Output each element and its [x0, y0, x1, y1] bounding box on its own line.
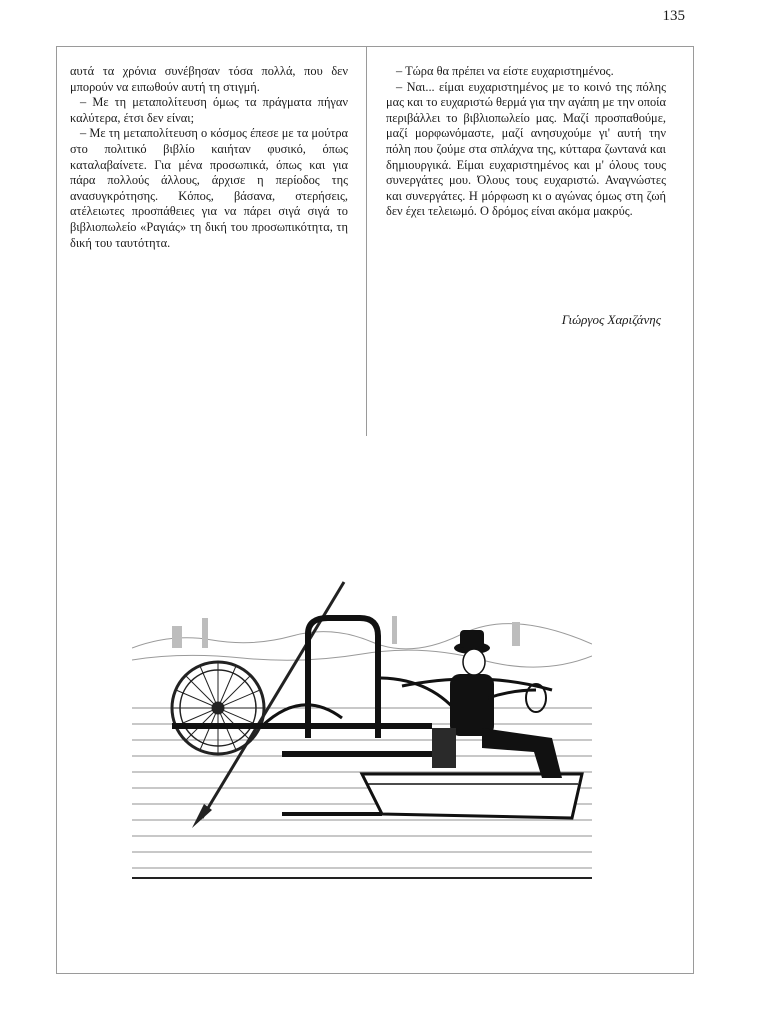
left-column — [70, 64, 348, 251]
column-divider — [366, 46, 367, 436]
paragraph: – Με τη μεταπολίτευση ο κόσμος έπεσε με τα μούτρα στο πολιτικό βιβλίο καιήταν φυσικό, όπως καταλαβαίνετε. Για μένα προσωπικά, όπως και για πάρα πολλούς άλλους, άρχισε η περίοδος της ανασυγκρότησης. Κόπος, βάσανα, στερήσεις, ατέλειωτες προσπάθειες για να πάρει σιγά σιγά το βιβλιοπωλείο «Ραγιάς» τη δική του προσωπικότητα, τη δική του ταυτότητα. — [70, 126, 348, 250]
paragraph: – Ναι... είμαι ευχαριστημένος με το κοινό της πόλης μας και το ευχαριστώ θερμά για την αγάπη με την οποία περιβάλλει το βιβλιοπωλείο μας. Μαζί προσπαθούμε, μαζί μορφωνόμαστε, μαζί ανησυχούμε γι' αυτή την πόλη που ζούμε στα σπλάχνα της, κύτταρα ζωντανά και δημιουργικά. Είμαι ευχαριστημένος και μ' όλους τους συνεργάτες μου. Όλους τους ευχαριστώ. Αναγνώστες και συνεργάτες. Η μόρφωση κι ο αγώνας όμως στη ζωή δεν έχει τελειωμό. Ο δρόμος είναι ακόμα μακρύς. — [386, 79, 666, 219]
water-cycle-engraving — [132, 578, 592, 880]
paragraph: – Με τη μεταπολίτευση όμως τα πράγματα πήγαν καλύτερα, έτσι δεν είναι; — [70, 95, 348, 125]
right-column — [386, 64, 666, 220]
author-signature: Γιώργος Χαριζάνης — [561, 312, 661, 327]
page-number: 135 — [662, 8, 685, 24]
paragraph: – Τώρα θα πρέπει να είστε ευχαριστημένος. — [396, 64, 614, 78]
paragraph: αυτά τα χρόνια συνέβησαν τόσα πολλά, που δεν μπορούν να ειπωθούν αυτή τη στιγμή. — [70, 64, 348, 94]
